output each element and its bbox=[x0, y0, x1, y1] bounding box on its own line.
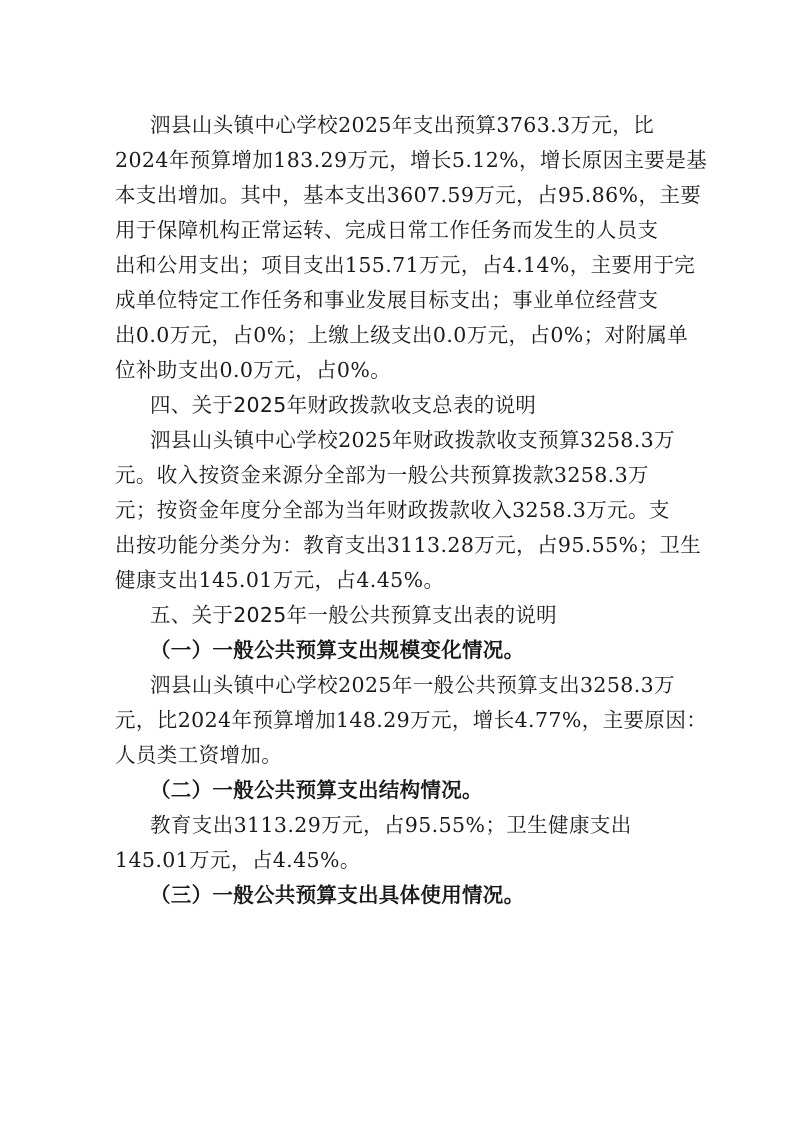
subsection-heading-1: （一）一般公共预算支出规模变化情况。 bbox=[150, 638, 525, 662]
paragraph-line: 成单位特定工作任务和事业发展目标支出；事业单位经营支 bbox=[115, 288, 659, 312]
paragraph-line: 出和公用支出；项目支出155.71万元，占4.14%，主要用于完 bbox=[115, 253, 696, 277]
paragraph-line: 健康支出145.01万元，占4.45%。 bbox=[115, 568, 445, 592]
section-heading-4: 四、关于2025年财政拨款收支总表的说明 bbox=[150, 393, 537, 417]
paragraph-line: 本支出增加。其中，基本支出3607.59万元，占95.86%，主要 bbox=[115, 183, 702, 207]
paragraph-line: 145.01万元，占4.45%。 bbox=[115, 848, 361, 872]
paragraph-line: 泗县山头镇中心学校2025年财政拨款收支预算3258.3万 bbox=[150, 428, 675, 452]
paragraph-line: 人员类工资增加。 bbox=[115, 743, 283, 767]
paragraph-line: 用于保障机构正常运转、完成日常工作任务而发生的人员支 bbox=[115, 218, 659, 242]
paragraph-line: 泗县山头镇中心学校2025年一般公共预算支出3258.3万 bbox=[150, 673, 675, 697]
section-heading-5: 五、关于2025年一般公共预算支出表的说明 bbox=[150, 603, 557, 627]
paragraph-line: 出0.0万元，占0%；上缴上级支出0.0万元，占0%；对附属单 bbox=[115, 323, 689, 347]
paragraph-line: 教育支出3113.29万元，占95.55%；卫生健康支出 bbox=[150, 813, 632, 837]
paragraph-line: 出按功能分类分为：教育支出3113.28万元，占95.55%；卫生 bbox=[115, 533, 702, 557]
subsection-heading-2: （二）一般公共预算支出结构情况。 bbox=[150, 778, 483, 802]
paragraph-line: 位补助支出0.0万元，占0%。 bbox=[115, 358, 392, 382]
paragraph-line: 元，比2024年预算增加148.29万元，增长4.77%，主要原因： bbox=[115, 708, 708, 732]
paragraph-line: 元；按资金年度分全部为当年财政拨款收入3258.3万元。支 bbox=[115, 498, 670, 522]
paragraph-line: 2024年预算增加183.29万元，增长5.12%，增长原因主要是基 bbox=[115, 148, 708, 172]
paragraph-line: 泗县山头镇中心学校2025年支出预算3763.3万元，比 bbox=[150, 113, 655, 137]
paragraph-line: 元。收入按资金来源分全部为一般公共预算拨款3258.3万 bbox=[115, 463, 649, 487]
subsection-heading-3: （三）一般公共预算支出具体使用情况。 bbox=[150, 883, 525, 907]
